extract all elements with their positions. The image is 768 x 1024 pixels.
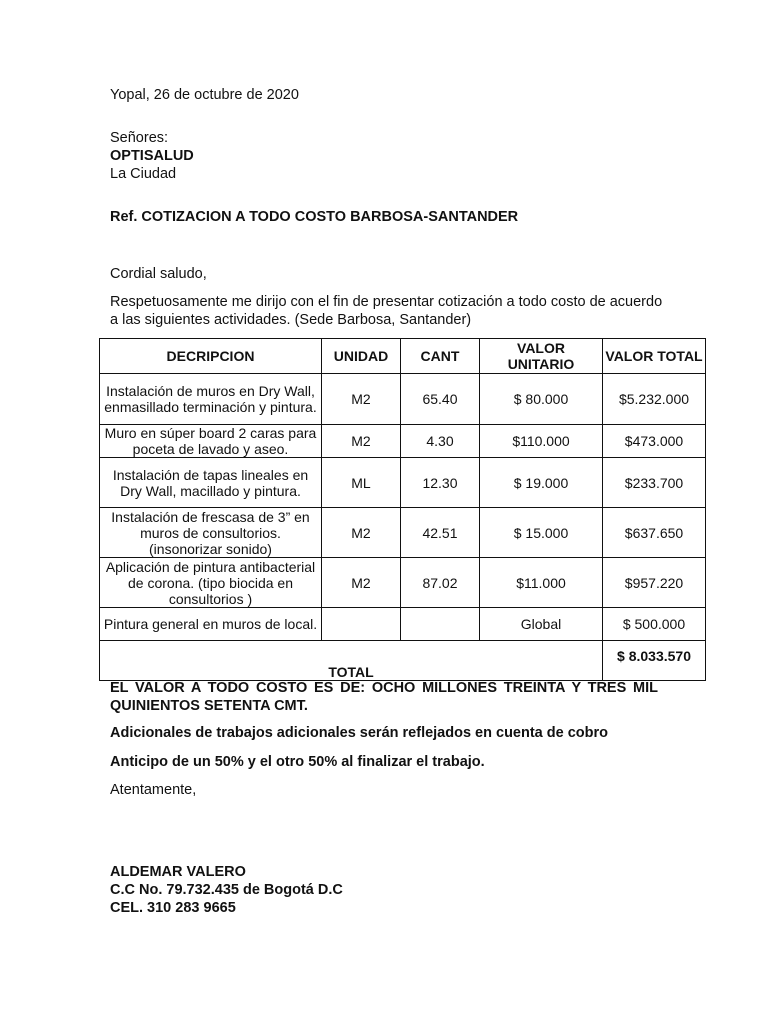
- table-row: [100, 458, 706, 508]
- cell-descripcion: Aplicación de pintura antibacterial de corona. (tipo biocida en consultorios ): [100, 558, 322, 608]
- letter-date: Yopal, 26 de octubre de 2020: [110, 87, 299, 103]
- table-row: [100, 425, 706, 458]
- cell-valor-unitario: Global: [480, 608, 603, 641]
- recipient-city: La Ciudad: [110, 166, 177, 182]
- cell-valor-total: $ 500.000: [603, 608, 706, 641]
- cell-cant: 65.40: [401, 374, 480, 425]
- table-header-row: [100, 339, 706, 374]
- total-value: $ 8.033.570: [603, 641, 706, 681]
- cell-unidad: M2: [322, 508, 401, 558]
- header-cant: CANT: [401, 339, 480, 374]
- signer-name: ALDEMAR VALERO: [110, 864, 246, 880]
- cell-cant: 12.30: [401, 458, 480, 508]
- cell-unidad: M2: [322, 425, 401, 458]
- signer-phone: CEL. 310 283 9665: [110, 900, 236, 916]
- cell-descripcion: Muro en súper board 2 caras para poceta de lavado y aseo.: [100, 425, 322, 458]
- recipient-company: OPTISALUD: [110, 148, 194, 164]
- cell-unidad: [322, 608, 401, 641]
- cell-valor-total: $473.000: [603, 425, 706, 458]
- cell-valor-total: $5.232.000: [603, 374, 706, 425]
- cell-descripcion: Instalación de muros en Dry Wall, enmasillado terminación y pintura.: [100, 374, 322, 425]
- header-unidad: UNIDAD: [322, 339, 401, 374]
- reference-line: Ref. COTIZACION A TODO COSTO BARBOSA-SANTANDER: [110, 209, 519, 225]
- cell-descripcion: Pintura general en muros de local.: [100, 608, 322, 641]
- table-row: [100, 508, 706, 558]
- cell-valor-unitario: $ 19.000: [480, 458, 603, 508]
- table-total-row: [100, 641, 706, 681]
- table-row: [100, 608, 706, 641]
- total-label: TOTAL: [100, 641, 603, 681]
- cell-cant: 42.51: [401, 508, 480, 558]
- salutation-to: Señores:: [110, 130, 169, 146]
- cell-valor-total: $637.650: [603, 508, 706, 558]
- header-valor-unitario: VALOR UNITARIO: [480, 339, 603, 374]
- intro-paragraph: Respetuosamente me dirijo con el fin de presentar cotización a todo costo de acuerdo a las siguientes actividades. (Sede Barbosa, Santander): [110, 294, 663, 328]
- cell-cant: 87.02: [401, 558, 480, 608]
- cell-unidad: ML: [322, 458, 401, 508]
- cell-valor-unitario: $110.000: [480, 425, 603, 458]
- greeting: Cordial saludo,: [110, 266, 207, 282]
- note-additional-work: Adicionales de trabajos adicionales serán reflejados en cuenta de cobro: [110, 725, 608, 741]
- sign-off: Atentamente,: [110, 782, 197, 798]
- cell-descripcion: Instalación de tapas lineales en Dry Wall, macillado y pintura.: [100, 458, 322, 508]
- cell-unidad: M2: [322, 374, 401, 425]
- table-row: [100, 558, 706, 608]
- cell-valor-unitario: $11.000: [480, 558, 603, 608]
- header-descripcion: DECRIPCION: [100, 339, 322, 374]
- cell-cant: 4.30: [401, 425, 480, 458]
- cell-valor-unitario: $ 15.000: [480, 508, 603, 558]
- cell-valor-total: $957.220: [603, 558, 706, 608]
- signer-id: C.C No. 79.732.435 de Bogotá D.C: [110, 882, 343, 898]
- cell-unidad: M2: [322, 558, 401, 608]
- cell-valor-unitario: $ 80.000: [480, 374, 603, 425]
- header-valor-total: VALOR TOTAL: [603, 339, 706, 374]
- cell-descripcion: Instalación de frescasa de 3” en muros de consultorios. (insonorizar sonido): [100, 508, 322, 558]
- amount-in-words: EL VALOR A TODO COSTO ES DE: OCHO MILLONES TREINTA Y TRES MIL QUINIENTOS SETENTA CMT.: [110, 680, 658, 714]
- cell-cant: [401, 608, 480, 641]
- note-advance-payment: Anticipo de un 50% y el otro 50% al finalizar el trabajo.: [110, 754, 485, 770]
- quotation-table: [99, 338, 706, 681]
- table-row: [100, 374, 706, 425]
- cell-valor-total: $233.700: [603, 458, 706, 508]
